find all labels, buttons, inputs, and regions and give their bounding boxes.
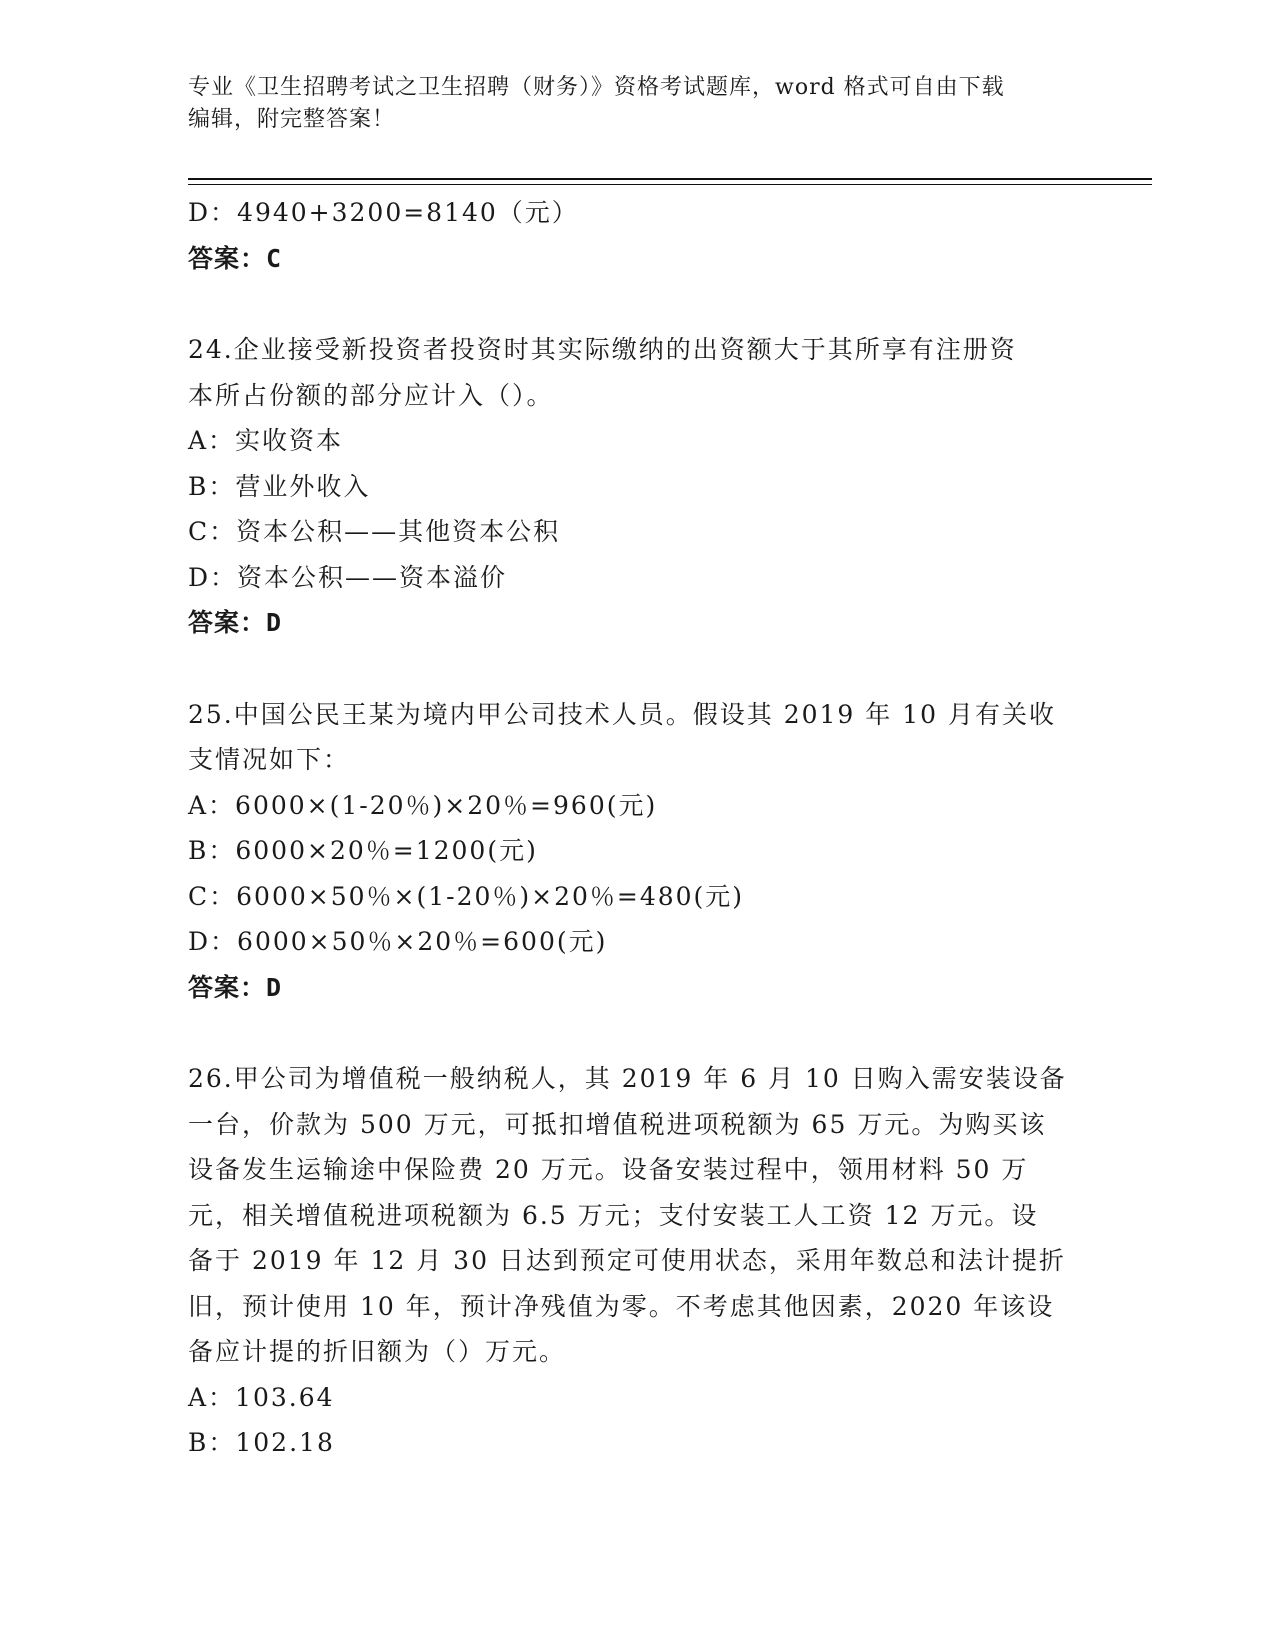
header-line-2: 编辑，附完整答案！ (188, 107, 396, 132)
prev-option-d: D：4940+3200=8140（元） (188, 198, 579, 227)
header-rule-thin (188, 184, 1152, 185)
q26-stem-line-6: 旧，预计使用 10 年，预计净残值为零。不考虑其他因素，2020 年该设 (188, 1291, 1055, 1321)
q24-option-d: D：资本公积——资本溢价 (188, 562, 508, 592)
document-header (188, 72, 1068, 136)
header-rule-thick (188, 178, 1152, 180)
spacer (188, 646, 1088, 692)
question-26 (188, 1056, 1088, 1466)
page-content (188, 190, 1088, 1466)
q26-option-b: B：102.18 (188, 1428, 335, 1457)
q25-stem-line-1: 25.中国公民王某为境内甲公司技术人员。假设其 2019 年 10 月有关收 (188, 699, 1056, 729)
q24-stem-line-1: 24.企业接受新投资者投资时其实际缴纳的出资额大于其所享有注册资 (188, 335, 1017, 364)
q25-option-d: D：6000×50％×20％=600(元) (188, 927, 608, 956)
spacer (188, 1010, 1088, 1056)
question-25 (188, 692, 1088, 1011)
q25-option-a: A：6000×(1-20％)×20％=960(元) (188, 790, 658, 820)
q24-stem-line-2: 本所占份额的部分应计入（）。 (188, 380, 554, 410)
question-24 (188, 327, 1088, 646)
q26-stem-line-1: 26.甲公司为增值税一般纳税人，其 2019 年 6 月 10 日购入需安装设备 (188, 1064, 1067, 1093)
q24-option-b: B：营业外收入 (188, 471, 371, 501)
q25-option-c: C：6000×50％×(1-20％)×20％=480(元) (188, 881, 745, 911)
q24-option-a: A：实收资本 (188, 426, 344, 455)
q26-stem-line-5: 备于 2019 年 12 月 30 日达到预定可使用状态，采用年数总和法计提折 (188, 1246, 1066, 1275)
q26-option-a: A：103.64 (188, 1382, 335, 1412)
header-line-1: 专业《卫生招聘考试之卫生招聘（财务）》资格考试题库，word 格式可自由下载 (188, 75, 1005, 100)
prev-answer: 答案：C (188, 243, 283, 273)
q25-stem-line-2: 支情况如下： (188, 745, 351, 774)
q24-option-c: C：资本公积——其他资本公积 (188, 517, 561, 546)
q26-stem-line-2: 一台，价款为 500 万元，可抵扣增值税进项税额为 65 万元。为购买该 (188, 1109, 1047, 1139)
q26-stem-line-7: 备应计提的折旧额为（）万元。 (188, 1337, 567, 1366)
q25-answer: 答案：D (188, 972, 283, 1002)
q26-stem-line-3: 设备发生运输途中保险费 20 万元。设备安装过程中，领用材料 50 万 (188, 1155, 1029, 1184)
q25-option-b: B：6000×20％=1200(元) (188, 836, 538, 865)
q26-stem-line-4: 元，相关增值税进项税额为 6.5 万元；支付安装工人工资 12 万元。设 (188, 1200, 1039, 1230)
q24-answer: 答案：D (188, 608, 283, 637)
spacer (188, 281, 1088, 327)
